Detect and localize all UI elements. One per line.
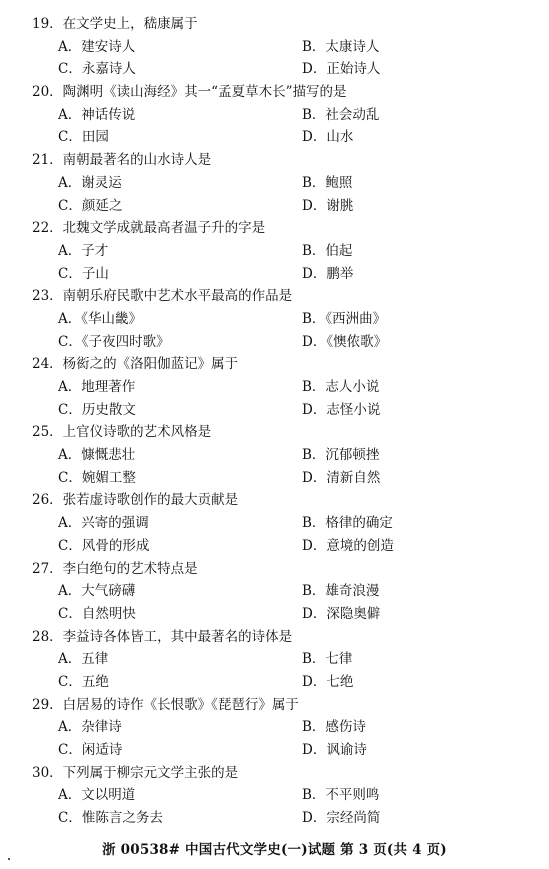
answer-option: D．《懊侬歌》 xyxy=(302,333,388,350)
answer-option: C．《子夜四时歌》 xyxy=(58,333,170,350)
answer-options xyxy=(32,36,532,81)
answer-options xyxy=(32,580,532,625)
question-stem: 30．下列属于柳宗元文学主张的是 xyxy=(32,764,239,781)
answer-option: B．雄奇浪漫 xyxy=(302,583,380,600)
answer-option: D．志怪小说 xyxy=(302,401,381,418)
answer-option: C．惟陈言之务去 xyxy=(58,810,163,827)
question-stem: 19．在文学史上，嵇康属于 xyxy=(32,16,198,32)
question-stem: 27．李白绝句的艺术特点是 xyxy=(32,560,198,577)
answer-option: B．伯起 xyxy=(302,242,353,259)
answer-option: A．慷慨悲壮 xyxy=(58,447,136,464)
answer-options xyxy=(32,444,532,489)
answer-options xyxy=(32,240,532,285)
answer-option: C．婉媚工整 xyxy=(58,469,136,486)
question-item xyxy=(32,353,532,421)
answer-option: B．《西洲曲》 xyxy=(302,310,387,327)
answer-options xyxy=(32,104,532,149)
answer-option: C．风骨的形成 xyxy=(58,537,150,554)
question-stem: 20．陶渊明《读山海经》其一“孟夏草木长”描写的是 xyxy=(32,84,347,101)
answer-option: C．永嘉诗人 xyxy=(58,61,136,78)
answer-option: C．闲适诗 xyxy=(58,742,123,758)
answer-option: D．清新自然 xyxy=(302,469,381,486)
answer-option: B．志人小说 xyxy=(302,379,380,395)
question-stem: 28．李益诗各体皆工，其中最著名的诗体是 xyxy=(32,628,293,645)
question-item xyxy=(32,217,532,285)
answer-option: D．七绝 xyxy=(302,673,354,690)
answer-options xyxy=(32,376,532,421)
answer-option: B．鲍照 xyxy=(302,174,353,191)
answer-option: D．鹏举 xyxy=(302,265,354,282)
answer-option: B．格律的确定 xyxy=(302,515,393,532)
answer-option: B．太康诗人 xyxy=(302,38,380,55)
answer-option: C．五绝 xyxy=(58,673,109,690)
answer-option: A．文以明道 xyxy=(58,787,136,804)
question-item xyxy=(32,421,532,489)
answer-option: D．正始诗人 xyxy=(302,61,381,78)
answer-option: A．兴寄的强调 xyxy=(58,515,149,532)
question-item xyxy=(32,13,532,81)
answer-option: D．山水 xyxy=(302,129,354,146)
answer-option: A．大气磅礴 xyxy=(58,583,136,600)
answer-option: D．深隐奥僻 xyxy=(302,605,381,622)
answer-option: C．子山 xyxy=(58,265,109,282)
page-footer: 浙 00538# 中国古代文学史(一)试题 第 3 页(共 4 页) xyxy=(102,842,447,858)
answer-options xyxy=(32,308,532,353)
answer-option: B．七律 xyxy=(302,651,353,668)
question-item xyxy=(32,762,532,830)
answer-option: A．神话传说 xyxy=(58,106,136,123)
answer-option: B．不平则鸣 xyxy=(302,787,380,804)
answer-option: B．沉郁顿挫 xyxy=(302,447,380,464)
question-stem: 23．南朝乐府民歌中艺术水平最高的作品是 xyxy=(32,288,293,305)
answer-option: D．讽谕诗 xyxy=(302,742,367,758)
answer-option: B．社会动乱 xyxy=(302,106,380,123)
question-item xyxy=(32,694,532,762)
question-stem: 25．上官仪诗歌的艺术风格是 xyxy=(32,424,212,441)
answer-option: A．地理著作 xyxy=(58,379,136,395)
question-stem: 24．杨衒之的《洛阳伽蓝记》属于 xyxy=(32,356,239,373)
question-stem: 21．南朝最著名的山水诗人是 xyxy=(32,152,212,169)
answer-option: A．子才 xyxy=(58,242,109,259)
answer-option: D．谢朓 xyxy=(302,197,354,214)
question-item xyxy=(32,558,532,626)
answer-options xyxy=(32,648,532,693)
answer-options xyxy=(32,716,532,761)
question-item xyxy=(32,489,532,557)
answer-option: C．田园 xyxy=(58,129,109,146)
question-item xyxy=(32,285,532,353)
scan-speck xyxy=(8,858,10,860)
question-list xyxy=(32,13,532,830)
question-item xyxy=(32,626,532,694)
question-stem: 22．北魏文学成就最高者温子升的字是 xyxy=(32,220,266,237)
question-item xyxy=(32,149,532,217)
answer-options xyxy=(32,512,532,557)
answer-option: C．自然明快 xyxy=(58,605,136,622)
answer-option: A．谢灵运 xyxy=(58,174,122,191)
answer-option: C．颜延之 xyxy=(58,197,123,214)
question-item xyxy=(32,81,532,149)
answer-option: D．意境的创造 xyxy=(302,537,394,554)
answer-option: C．历史散文 xyxy=(58,401,136,418)
answer-option: A．五律 xyxy=(58,651,109,668)
question-stem: 29．白居易的诗作《长恨歌》《琵琶行》属于 xyxy=(32,696,299,713)
answer-option: A．杂律诗 xyxy=(58,719,122,736)
answer-option: A．建安诗人 xyxy=(58,38,136,55)
question-stem: 26．张若虚诗歌创作的最大贡献是 xyxy=(32,492,239,509)
answer-option: A．《华山畿》 xyxy=(58,310,142,327)
answer-option: B．感伤诗 xyxy=(302,719,366,736)
answer-options xyxy=(32,172,532,217)
answer-options xyxy=(32,784,532,829)
answer-option: D．宗经尚简 xyxy=(302,810,381,827)
